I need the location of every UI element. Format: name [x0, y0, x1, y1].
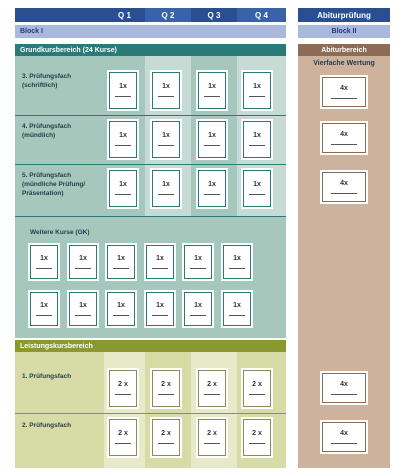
- lk-course-box-q2: [152, 370, 180, 407]
- weitere-course-box: [69, 292, 97, 326]
- course-weight: 1x: [253, 132, 261, 139]
- row-label-pruefungsfach-1: 1. Prüfungsfach: [22, 373, 72, 380]
- course-weight: 1x: [208, 181, 216, 188]
- weitere-course-box: [30, 245, 58, 279]
- header-spacer: [15, 8, 104, 22]
- course-weight: 1x: [253, 83, 261, 90]
- block-ii-label: Block II: [331, 28, 357, 35]
- course-box-q2: [152, 121, 180, 158]
- leistungskurs-title-bar: [15, 340, 286, 352]
- course-weight: 1x: [79, 301, 87, 309]
- grundkurs-row-divider: [15, 115, 286, 116]
- lk-course-box-q2: [152, 419, 180, 456]
- course-weight: 1x: [194, 254, 202, 262]
- course-weight: 1x: [119, 132, 127, 139]
- weitere-course-box: [184, 245, 212, 279]
- header-abiturpruefung: Abiturprüfung: [298, 8, 390, 22]
- weitere-kurse-title: Weitere Kurse (GK): [30, 229, 90, 236]
- course-weight: 1x: [40, 301, 48, 309]
- course-weight: 2 x: [252, 430, 262, 437]
- weitere-course-box: [69, 245, 97, 279]
- lk-course-box-q4: [243, 370, 271, 407]
- lk-course-box-q3: [198, 419, 226, 456]
- course-weight: 1x: [119, 83, 127, 90]
- weitere-course-box: [107, 245, 135, 279]
- course-box-q4: [243, 170, 271, 207]
- course-weight: 1x: [162, 83, 170, 90]
- header-q3: Q 3: [191, 8, 237, 22]
- course-box-q1: [109, 121, 137, 158]
- exam-weight: 4x: [340, 84, 348, 92]
- row-label-pruefungsfach-2: 2. Prüfungsfach: [22, 422, 72, 429]
- abiturbereich-title-bar: [298, 44, 390, 56]
- course-weight: 2 x: [118, 381, 128, 388]
- course-weight: 1x: [253, 181, 261, 188]
- course-weight: 1x: [117, 254, 125, 262]
- course-box-q4: [243, 121, 271, 158]
- block-i-bar: [15, 25, 286, 38]
- row-label-pruefungsfach-5: 5. Prüfungsfach (mündliche Prüfung/ Präsentation): [22, 172, 86, 197]
- weitere-course-box: [30, 292, 58, 326]
- abiturbereich-title: Abiturbereich: [321, 46, 367, 54]
- grundkurs-row-divider: [15, 216, 286, 217]
- course-weight: 2 x: [252, 381, 262, 388]
- abiturbereich-subtitle: Vierfache Wertung: [313, 60, 375, 67]
- course-weight: 1x: [208, 83, 216, 90]
- header-q2: Q 2: [145, 8, 191, 22]
- weitere-course-box: [107, 292, 135, 326]
- course-weight: 2 x: [207, 381, 217, 388]
- row-label-pruefungsfach-4: 4. Prüfungsfach (mündlich): [22, 123, 72, 139]
- lk-course-box-q3: [198, 370, 226, 407]
- weitere-course-box: [223, 292, 251, 326]
- abitur-exam-box: [322, 373, 366, 403]
- lk-course-box-q1: [109, 370, 137, 407]
- course-weight: 1x: [117, 301, 125, 309]
- header-q4: Q 4: [237, 8, 286, 22]
- weitere-course-box: [146, 292, 174, 326]
- course-box-q3: [198, 170, 226, 207]
- abitur-exam-box: [322, 422, 366, 452]
- weitere-course-box: [146, 245, 174, 279]
- weitere-course-box: [223, 245, 251, 279]
- exam-weight: 4x: [340, 130, 348, 138]
- course-weight: 2 x: [118, 430, 128, 437]
- course-weight: 1x: [194, 301, 202, 309]
- leistungskurs-row-divider: [15, 413, 286, 414]
- weitere-course-box: [184, 292, 212, 326]
- abitur-exam-box: [322, 172, 366, 202]
- lk-course-box-q1: [109, 419, 137, 456]
- course-box-q2: [152, 72, 180, 109]
- course-weight: 1x: [233, 254, 241, 262]
- course-weight: 1x: [208, 132, 216, 139]
- exam-weight: 4x: [340, 429, 348, 437]
- course-weight: 1x: [162, 181, 170, 188]
- course-weight: 1x: [79, 254, 87, 262]
- lk-course-box-q4: [243, 419, 271, 456]
- block-i-label: Block I: [20, 28, 43, 35]
- course-box-q1: [109, 170, 137, 207]
- leistungskurs-title: Leistungskursbereich: [20, 342, 93, 350]
- grundkurs-title: Grundkursbereich (24 Kurse): [20, 46, 117, 54]
- course-box-q4: [243, 72, 271, 109]
- course-weight: 2 x: [161, 381, 171, 388]
- course-box-q3: [198, 72, 226, 109]
- abitur-exam-box: [322, 123, 366, 153]
- exam-weight: 4x: [340, 179, 348, 187]
- course-weight: 1x: [162, 132, 170, 139]
- course-weight: 1x: [156, 301, 164, 309]
- grundkurs-row-divider: [15, 164, 286, 165]
- header-q1: Q 1: [104, 8, 145, 22]
- row-label-pruefungsfach-3: 3. Prüfungsfach (schriftlich): [22, 73, 72, 89]
- abiturbereich-area: [298, 44, 390, 468]
- course-weight: 1x: [156, 254, 164, 262]
- course-weight: 1x: [119, 181, 127, 188]
- abitur-exam-box: [322, 77, 366, 107]
- grundkurs-title-bar: [15, 44, 286, 56]
- course-weight: 1x: [233, 301, 241, 309]
- course-box-q2: [152, 170, 180, 207]
- exam-weight: 4x: [340, 380, 348, 388]
- course-box-q3: [198, 121, 226, 158]
- course-weight: 2 x: [207, 430, 217, 437]
- course-weight: 2 x: [161, 430, 171, 437]
- course-box-q1: [109, 72, 137, 109]
- block-ii-bar: [298, 25, 390, 38]
- course-weight: 1x: [40, 254, 48, 262]
